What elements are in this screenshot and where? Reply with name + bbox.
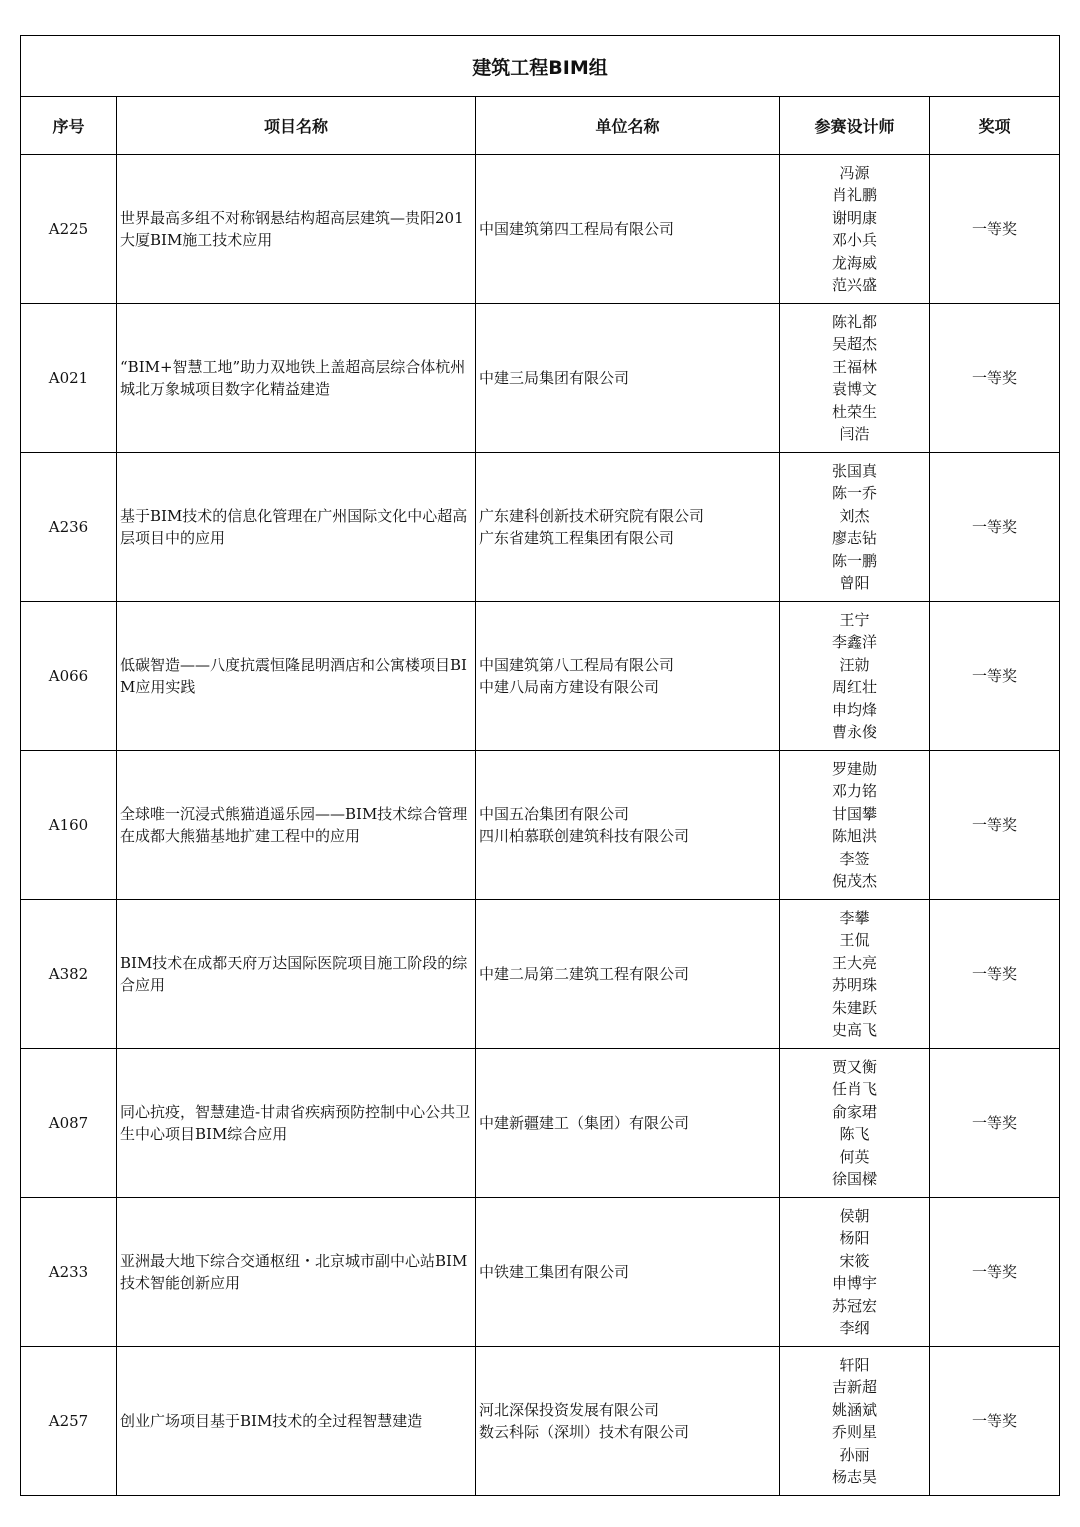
designer-name: 徐国樑 — [831, 1170, 877, 1188]
project-name-text: 基于BIM技术的信息化管理在广州国际文化中心超高层项目中的应用 — [120, 506, 468, 547]
project-name-text: 创业广场项目基于BIM技术的全过程智慧建造 — [120, 1411, 423, 1430]
designer-name: 李签 — [839, 849, 870, 868]
unit-name — [476, 453, 780, 602]
award-value: 一等奖 — [930, 155, 1060, 304]
table-row — [21, 1049, 1060, 1198]
designer-name: 刘杰 — [839, 506, 870, 525]
unit-name — [476, 304, 780, 453]
designer-name: 宋筱 — [839, 1251, 870, 1270]
row-id: A225 — [21, 155, 117, 304]
award-table — [20, 35, 1060, 1496]
unit-line: 中建八局南方建设有限公司 — [479, 678, 660, 696]
designer-name: 张国真 — [831, 461, 877, 480]
row-id: A236 — [21, 453, 117, 602]
project-name — [117, 155, 476, 304]
table-row — [21, 751, 1060, 900]
header-project: 项目名称 — [117, 97, 476, 155]
unit-line: 中国建筑第八工程局有限公司 — [479, 655, 675, 674]
unit-line: 中建新疆建工（集团）有限公司 — [479, 1113, 690, 1132]
designer-name: 李鑫洋 — [831, 633, 877, 651]
designers — [780, 304, 930, 453]
designer-name: 吴超杰 — [831, 335, 877, 353]
row-id: A087 — [21, 1049, 117, 1198]
designers — [780, 155, 930, 304]
project-name-text: 全球唯一沉浸式熊猫逍遥乐园——BIM技术综合管理在成都大熊猫基地扩建工程中的应用 — [120, 804, 468, 845]
designer-name: 李攀 — [839, 908, 870, 927]
unit-line: 中建三局集团有限公司 — [479, 368, 630, 387]
award-value: 一等奖 — [930, 602, 1060, 751]
designer-name: 王福林 — [831, 357, 877, 376]
designer-name: 陈礼都 — [831, 312, 877, 331]
designers — [780, 1198, 930, 1347]
project-name — [117, 1049, 476, 1198]
designer-name: 龙海威 — [831, 253, 877, 272]
designer-name: 吉新超 — [831, 1378, 877, 1396]
designer-name: 曾阳 — [839, 574, 870, 592]
designer-name: 乔则星 — [831, 1423, 877, 1441]
designer-name: 侯朝 — [839, 1206, 870, 1225]
unit-name — [476, 1049, 780, 1198]
designers — [780, 751, 930, 900]
project-name-text: 世界最高多组不对称钢悬结构超高层建筑—贵阳201大厦BIM施工技术应用 — [120, 208, 464, 249]
row-id: A382 — [21, 900, 117, 1049]
designer-name: 苏冠宏 — [831, 1296, 877, 1315]
award-value: 一等奖 — [930, 1049, 1060, 1198]
project-name — [117, 304, 476, 453]
header-unit: 单位名称 — [476, 97, 780, 155]
designers — [780, 602, 930, 751]
project-name-text: 亚洲最大地下综合交通枢纽・北京城市副中心站BIM技术智能创新应用 — [120, 1251, 468, 1292]
project-name — [117, 751, 476, 900]
header-seq: 序号 — [21, 97, 117, 155]
designer-name: 罗建勋 — [831, 759, 877, 778]
designer-name: 姚涵斌 — [831, 1400, 877, 1419]
row-id: A160 — [21, 751, 117, 900]
designers — [780, 1347, 930, 1496]
designer-name: 俞家珺 — [831, 1102, 877, 1121]
award-value: 一等奖 — [930, 453, 1060, 602]
unit-line: 广东省建筑工程集团有限公司 — [479, 529, 675, 547]
unit-name — [476, 155, 780, 304]
unit-name — [476, 1198, 780, 1347]
unit-name — [476, 1347, 780, 1496]
unit-name — [476, 751, 780, 900]
designer-name: 陈一鹏 — [831, 551, 877, 570]
award-value: 一等奖 — [930, 1198, 1060, 1347]
designer-name: 李纲 — [839, 1319, 870, 1337]
designer-name: 倪茂杰 — [831, 872, 877, 890]
project-name-text: BIM技术在成都天府万达国际医院项目施工阶段的综合应用 — [120, 953, 468, 994]
table-row — [21, 1347, 1060, 1496]
project-name-text: “BIM+智慧工地”助力双地铁上盖超高层综合体杭州城北万象城项目数字化精益建造 — [120, 357, 466, 398]
project-name — [117, 453, 476, 602]
unit-line: 中铁建工集团有限公司 — [479, 1262, 630, 1281]
row-id: A233 — [21, 1198, 117, 1347]
designer-name: 史高飞 — [831, 1021, 877, 1039]
designer-name: 闫浩 — [839, 425, 870, 443]
unit-line: 数云科际（深圳）技术有限公司 — [479, 1423, 690, 1441]
project-name-text: 同心抗疫，智慧建造-甘肃省疾病预防控制中心公共卫生中心项目BIM综合应用 — [120, 1102, 471, 1143]
designer-name: 肖礼鹏 — [831, 186, 877, 204]
designer-name: 朱建跃 — [831, 998, 877, 1017]
award-value: 一等奖 — [930, 900, 1060, 1049]
award-value: 一等奖 — [930, 1347, 1060, 1496]
designer-name: 杜荣生 — [831, 402, 877, 421]
title-row — [21, 36, 1060, 97]
designers — [780, 900, 930, 1049]
designer-name: 谢明康 — [831, 208, 877, 227]
unit-line: 广东建科创新技术研究院有限公司 — [479, 506, 705, 525]
table-title: 建筑工程BIM组 — [21, 36, 1060, 97]
designer-name: 贾又衡 — [831, 1057, 877, 1076]
table-row — [21, 304, 1060, 453]
designer-name: 何英 — [839, 1147, 870, 1166]
table-row — [21, 900, 1060, 1049]
table-row — [21, 1198, 1060, 1347]
designer-name: 陈旭洪 — [831, 827, 877, 845]
designer-name: 邓力铭 — [831, 782, 877, 800]
designer-name: 轩阳 — [839, 1355, 870, 1374]
table-row — [21, 453, 1060, 602]
header-row — [21, 97, 1060, 155]
project-name — [117, 1347, 476, 1496]
designer-name: 甘国攀 — [831, 804, 877, 823]
designer-name: 任肖飞 — [831, 1080, 877, 1098]
row-id: A066 — [21, 602, 117, 751]
unit-line: 中建二局第二建筑工程有限公司 — [479, 964, 690, 983]
row-id: A021 — [21, 304, 117, 453]
designer-name: 廖志钻 — [831, 529, 877, 547]
designer-name: 曹永俊 — [831, 723, 877, 741]
designer-name: 王侃 — [839, 931, 870, 949]
designer-name: 范兴盛 — [831, 276, 877, 294]
table-row — [21, 602, 1060, 751]
designer-name: 冯源 — [839, 163, 870, 182]
designer-name: 王大亮 — [831, 953, 877, 972]
header-designers: 参赛设计师 — [780, 97, 930, 155]
designer-name: 邓小兵 — [831, 231, 877, 249]
table-row — [21, 155, 1060, 304]
designer-name: 汪勍 — [839, 655, 870, 674]
unit-line: 河北深保投资发展有限公司 — [479, 1400, 660, 1419]
unit-name — [476, 602, 780, 751]
designer-name: 杨阳 — [839, 1229, 870, 1247]
designer-name: 王宁 — [839, 610, 870, 629]
award-value: 一等奖 — [930, 304, 1060, 453]
designer-name: 苏明珠 — [831, 976, 877, 994]
designer-name: 申博宇 — [831, 1274, 877, 1292]
unit-name — [476, 900, 780, 1049]
designer-name: 陈飞 — [839, 1125, 870, 1143]
row-id: A257 — [21, 1347, 117, 1496]
header-award: 奖项 — [930, 97, 1060, 155]
unit-line: 中国五冶集团有限公司 — [479, 804, 630, 823]
project-name — [117, 1198, 476, 1347]
designer-name: 陈一乔 — [831, 484, 877, 502]
designer-name: 孙丽 — [839, 1445, 870, 1464]
designers — [780, 453, 930, 602]
designers — [780, 1049, 930, 1198]
project-name — [117, 900, 476, 1049]
designer-name: 杨志昊 — [831, 1468, 877, 1486]
project-name — [117, 602, 476, 751]
unit-line: 四川柏慕联创建筑科技有限公司 — [479, 827, 690, 845]
designer-name: 周红壮 — [831, 678, 877, 696]
project-name-text: 低碳智造——八度抗震恒隆昆明酒店和公寓楼项目BIM应用实践 — [120, 655, 467, 696]
award-value: 一等奖 — [930, 751, 1060, 900]
unit-line: 中国建筑第四工程局有限公司 — [479, 219, 675, 238]
designer-name: 袁博文 — [831, 380, 877, 398]
designer-name: 申均烽 — [831, 700, 877, 719]
